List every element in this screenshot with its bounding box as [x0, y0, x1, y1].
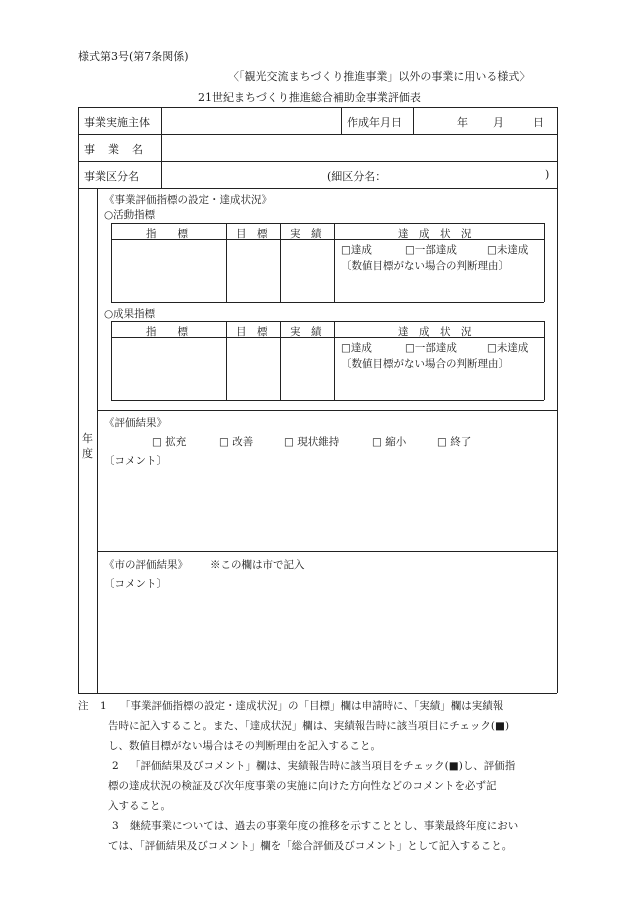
evaluation-title: 《評価結果》	[104, 417, 167, 429]
outcome-col-target: 目 標	[236, 326, 268, 338]
note-1-line-3: し、数値目標がない場合はその判断理由を記入すること。	[108, 740, 381, 752]
indicators-section-title: 《事業評価指標の設定・達成状況》	[104, 194, 272, 206]
activity-target-field[interactable]	[227, 240, 279, 301]
activity-result-field[interactable]	[281, 240, 333, 301]
outcome-indicator-title: ○成果指標	[104, 308, 156, 320]
year-unit: 年	[457, 116, 468, 129]
notes-label: 注	[78, 700, 89, 712]
outcome-target-field[interactable]	[227, 338, 279, 399]
city-evaluation-note: ※この欄は市で記入	[210, 559, 305, 571]
note-1-line-1: 「事業評価指標の設定・達成状況」の「目標」欄は申請時に、「実績」欄は実績報	[120, 700, 504, 712]
eval-maintain-checkbox[interactable]: □ 現状維持	[284, 436, 340, 448]
subcategory-close: )	[545, 168, 550, 181]
project-name-label: 事 業 名	[84, 143, 144, 156]
outcome-result-field[interactable]	[281, 338, 333, 399]
note-3-number: 3	[112, 820, 119, 832]
day-unit: 日	[533, 116, 544, 129]
side-label-nen: 年	[82, 432, 93, 445]
outcome-status-partial-checkbox[interactable]: □一部達成	[405, 342, 457, 354]
note-2-line-2: 標の達成状況の検証及び次年度事業の実施に向けた方向性などのコメントを必ず記	[108, 780, 497, 792]
subcategory-open: (細区分名：	[327, 170, 387, 183]
outcome-col-status: 達 成 状 況	[398, 326, 472, 338]
evaluation-comment-label: 〔コメント〕	[104, 455, 167, 467]
applicability-note: 〈「観光交流まちづくり推進事業」以外の事業に用いる様式〉	[228, 70, 531, 83]
eval-expand-checkbox[interactable]: □ 拡充	[152, 436, 187, 448]
note-1-number: 1	[100, 700, 107, 712]
note-2-line-1: 「評価結果及びコメント」欄は、実績報告時に該当項目をチェック(■)し、評価指	[130, 760, 516, 772]
activity-indicator-title: ○活動指標	[104, 209, 156, 221]
outcome-col-indicator: 指 標	[146, 326, 188, 338]
activity-col-result: 実 績	[290, 228, 322, 240]
activity-status-partial-checkbox[interactable]: □一部達成	[405, 244, 457, 256]
outcome-indicator-field[interactable]	[112, 338, 225, 399]
activity-no-target-reason: 〔数値目標がない場合の判断理由〕	[341, 260, 509, 272]
city-evaluation-title: 《市の評価結果》	[104, 559, 188, 571]
project-name-field[interactable]	[162, 135, 556, 160]
page-title: 21世紀まちづくり推進総合補助金事業評価表	[198, 91, 421, 104]
activity-col-target: 目 標	[236, 228, 268, 240]
activity-col-status: 達 成 状 況	[398, 228, 472, 240]
outcome-col-result: 実 績	[290, 326, 322, 338]
activity-status-not-checkbox[interactable]: □未達成	[487, 244, 529, 256]
category-label: 事業区分名	[84, 170, 139, 183]
note-3-line-1: 継続事業については、過去の事業年度の推移を示すこととし、事業最終年度におい	[130, 820, 519, 832]
eval-improve-checkbox[interactable]: □ 改善	[219, 436, 254, 448]
form-number: 様式第3号(第7条関係)	[78, 50, 189, 63]
city-comment-label: 〔コメント〕	[104, 578, 167, 590]
evaluation-comment-field[interactable]	[104, 470, 552, 546]
note-1-line-2: 告時に記入すること。また、「達成状況」欄は、実績報告時に該当項目にチェック(■)	[108, 720, 510, 732]
implementer-label: 事業実施主体	[84, 116, 150, 129]
activity-indicator-field[interactable]	[112, 240, 225, 301]
note-2-number: 2	[112, 760, 119, 772]
month-unit: 月	[493, 116, 504, 129]
created-date-label: 作成年月日	[347, 116, 402, 129]
note-2-line-3: 入すること。	[108, 800, 171, 812]
side-label-do: 度	[82, 447, 93, 460]
outcome-status-not-checkbox[interactable]: □未達成	[487, 342, 529, 354]
eval-reduce-checkbox[interactable]: □ 縮小	[372, 436, 407, 448]
activity-col-indicator: 指 標	[146, 228, 188, 240]
outcome-status-achieved-checkbox[interactable]: □達成	[341, 342, 372, 354]
note-3-line-2: ては、「評価結果及びコメント」欄を「総合評価及びコメント」として記入すること。	[108, 840, 513, 852]
activity-status-achieved-checkbox[interactable]: □達成	[341, 244, 372, 256]
eval-end-checkbox[interactable]: □ 終了	[437, 436, 472, 448]
implementer-field[interactable]	[162, 108, 340, 133]
city-comment-field[interactable]	[104, 593, 552, 689]
outcome-no-target-reason: 〔数値目標がない場合の判断理由〕	[341, 358, 509, 370]
